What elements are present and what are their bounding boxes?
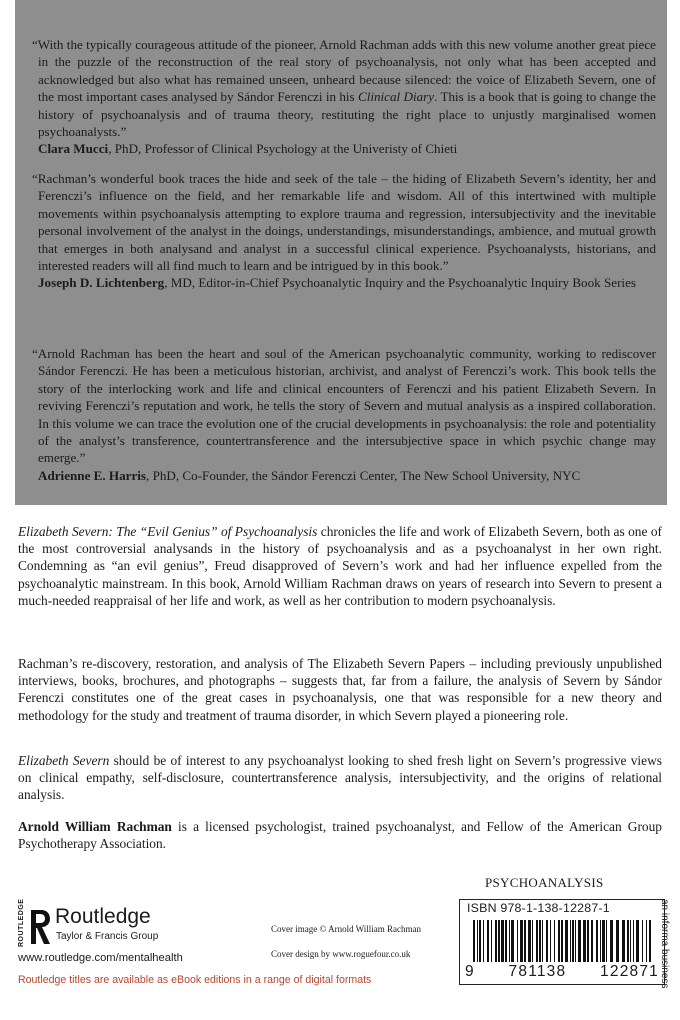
barcode-bar [477,920,478,962]
barcode-bar [536,920,538,962]
ebook-note: Routledge titles are available as eBook editions in a range of digital formats [18,974,372,986]
endorsement-attribution-3: Adrienne E. Harris, PhD, Co-Founder, the Sándor Ferenczi Center, The New School University, NYC [38,467,581,483]
barcode-bar [627,920,629,962]
barcode-bar [528,920,531,962]
isbn-digits: 9 781138 122871 [465,963,659,980]
barcode-bar [561,920,563,962]
barcode-bar [479,920,481,962]
informa-side-text: an informa business [659,899,670,989]
barcode-bar [610,920,613,962]
publisher-group: Taylor & Francis Group [56,931,159,942]
cover-image-credit: Cover image © Arnold William Rachman [271,924,422,934]
barcode-bar [498,920,500,962]
barcode-bar [600,920,601,962]
barcode-bar [649,920,651,962]
barcode-bar [565,920,568,962]
barcode-bar [570,920,571,962]
description-paragraph-3: Elizabeth Severn should be of interest to any psychoanalyst looking to shed fresh light on Severn’s progressive views on clinical empathy, self-disclosure, countertransference analysis, intersubjectivity, and the origins of relational analysis. [18,753,662,803]
description-paragraph-1: Elizabeth Severn: The “Evil Genius” of Psychoanalysis chronicles the life and work of Elizabeth Severn, both as one of the most controversial analysands in the history of psychoanalysis and as a psychoanalyst in her own right. Condemning as “an evil genius”, Freud disapproved of Severn’s work and had her influence expelled from the psychoanalytic mainstream. In this book, Arnold William Rachman draws on years of research into Severn to present a much-needed reappraisal of her life and work, as well as her contribution to modern psychoanalysis. [18,524,662,608]
barcode-bar [630,920,631,962]
barcode-bar [517,920,518,962]
barcode-bar [554,920,555,962]
description-paragraph-2: Rachman’s re-discovery, restoration, and analysis of The Elizabeth Severn Papers – including previously unpublished interviews, books, brochures, and photographs – suggests that, far from a failure, the analysis of Severn by Sándor Ferenczi constitutes one of the great cases in psychoanalysis, one that was responsible for a new theory and methodology for the study and treatment of trauma disorder, in which Severn played a pioneering role. [18,656,662,723]
barcode-bar [532,920,533,962]
isbn-label: ISBN 978-1-138-12287-1 [467,901,610,915]
barcode-bar [546,920,548,962]
barcode-bar [583,920,586,962]
barcode-bar [509,920,510,962]
barcode-bar [596,920,598,962]
barcode-bar [501,920,504,962]
category-label: PSYCHOANALYSIS [485,875,604,890]
barcode-bar [505,920,507,962]
routledge-logo [18,898,258,950]
endorsement-attribution-2: Joseph D. Lichtenberg, MD, Editor-in-Chief Psychoanalytic Inquiry and the Psychoanalytic Inquiry Book Series [38,275,636,291]
barcode-bar [633,920,634,962]
barcode-bar [575,920,576,962]
barcode-bar [550,920,551,962]
author-bio: Arnold William Rachman is a licensed psychologist, trained psychoanalyst, and Fellow of the American Group Psychotherapy Association. [18,819,662,852]
barcode-bar [591,920,593,962]
publisher-url[interactable]: www.routledge.com/mentalhealth [18,952,183,964]
barcode-bar [642,920,643,962]
routledge-r-icon [29,908,51,946]
barcode-bar [483,920,484,962]
barcode-bar [616,920,619,962]
barcode-bar [606,920,607,962]
barcode-bar [558,920,560,962]
barcode-bar [572,920,574,962]
barcode-bar [511,920,514,962]
publisher-side-tag: ROUTLEDGE [18,898,25,947]
barcode-bar [578,920,581,962]
publisher-name: Routledge [55,905,151,928]
barcode-bar [495,920,497,962]
barcode-bar [473,920,475,962]
barcode-bar [487,920,489,962]
barcode-bar [636,920,639,962]
endorsement-quote-1: “With the typically courageous attitude of the pioneer, Arnold Rachman adds with this new volume another great piece in the puzzle of the reconstruction of the real story of psychoanalysis, not only what has been accepted and acknowledged but also what has remained unseen, unheard because silenced: the voice of Elizabeth Severn, one of the most important cases analysed by Sándor Ferenczi in his Clinical Diary. This is a book that is going to change the history of psychoanalysis and of trauma theory, restituting the right place to unjustly marginalised women psychoanalysts.” Clara Mucci, PhD, Professor of Clinical Psychology at the Univeristy of Chieti [32,37,656,157]
isbn-barcode [459,899,665,985]
endorsement-quote-3: “Arnold Rachman has been the heart and soul of the American psychoanalytic community, working to rediscover Sándor Ferenczi. He has been a meticulous historian, archivist, and analyst of Ferenczi’s work. This book tells the story of the interlocking work and life and clinical encounters of Ferenczi and his patient Elizabeth Severn. In reviving Ferenczi’s reputation and work, he tells the story of Severn and mutual analysis as a inspired collaboration. In this volume we can trace the evolution one of the crucial developments in psychoanalysis: the role and potentiality of the analyst’s transference, countertransference and the intersubjective space in which psychic change may emerge.” Adrienne E. Harris, PhD, Co-Founder, the Sándor Ferenczi Center, The New School University, NYC [32,346,656,483]
barcode-bar [646,920,647,962]
barcode-bar [524,920,526,962]
endorsement-quote-2: “Rachman’s wonderful book traces the hide and seek of the tale – the hiding of Elizabeth Severn’s identity, her and Ferenczi’s influence on the field, and her remarkable life and wisdom. All of this intertwined with multiple movements within psychoanalysis attempting to explore trauma and regression, intersubjectivity and the inevitable personal involvement of the analyst in the doings, understandings, misunderstandings, ambience, and mutual growth that emerges in both analysand and analyst in a successful clinical experience. Psychoanalysts, historians, and interested readers will all find much to learn and be intrigued by in this book.” Joseph D. Lichtenberg, MD, Editor-in-Chief Psychoanalytic Inquiry and the Psychoanalytic Inquiry Book Series [32,171,656,291]
barcode-bar [602,920,605,962]
barcode-bar [539,920,541,962]
barcode-bar [622,920,625,962]
cover-design-credit: Cover design by www.roguefour.co.uk [271,949,411,959]
barcode-bar [491,920,492,962]
barcode-bar [520,920,523,962]
endorsement-attribution-1: Clara Mucci, PhD, Professor of Clinical Psychology at the Univeristy of Chieti [38,141,458,157]
barcode-icon [465,920,659,962]
barcode-bar [587,920,589,962]
barcode-bar [542,920,543,962]
